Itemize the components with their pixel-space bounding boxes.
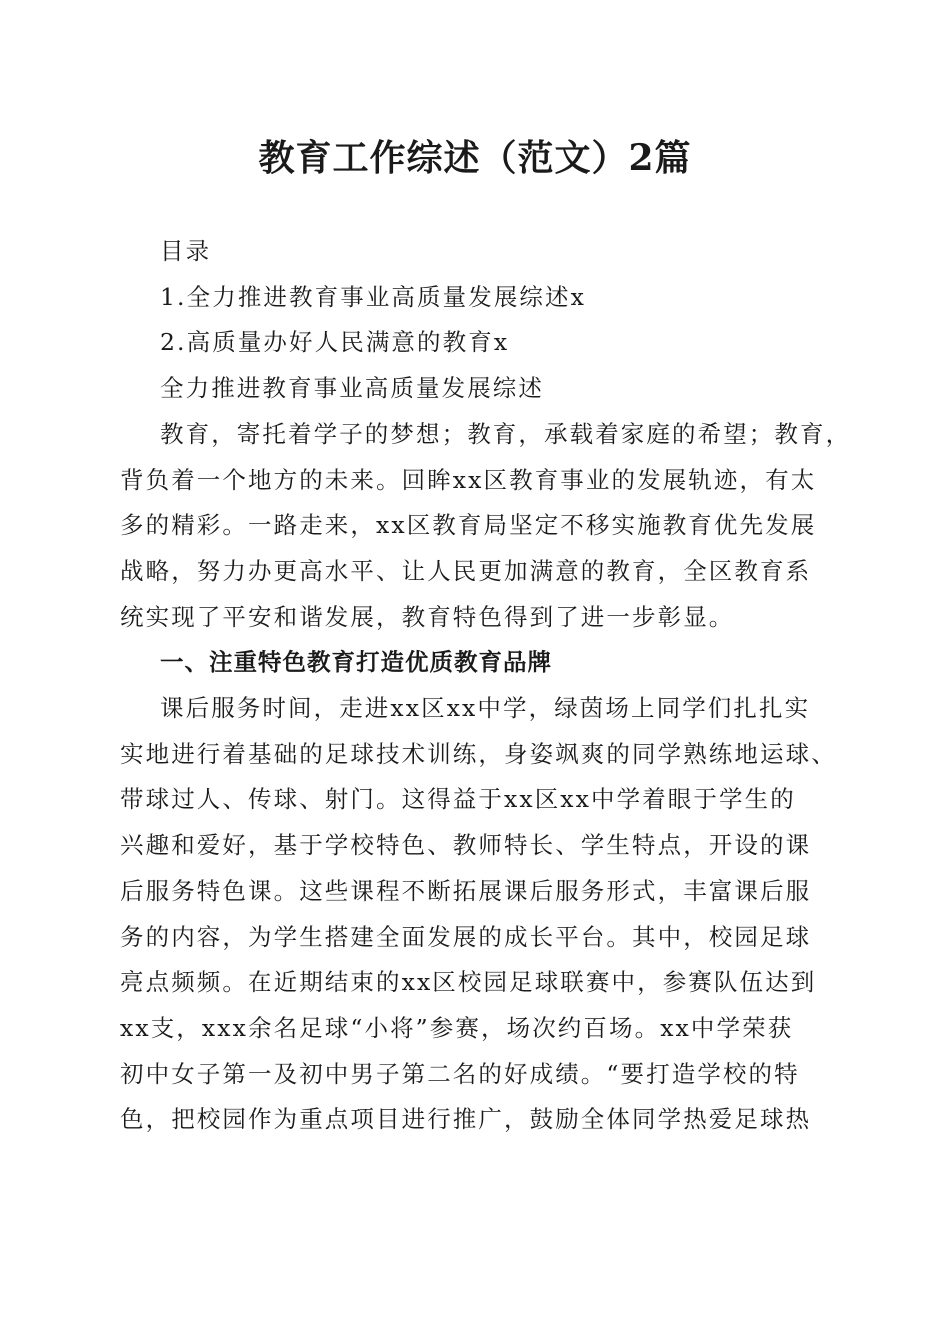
paragraph-line: 色，把校园作为重点项目进行推广，鼓励全体同学热爱足球热 (120, 1105, 812, 1134)
document-body (120, 229, 852, 1143)
paragraph-line: 兴趣和爱好，基于学校特色、教师特长、学生特点，开设的课 (120, 831, 812, 860)
paragraph-2 (120, 686, 837, 1143)
paragraph-line: 背负着一个地方的未来。回眸xx区教育事业的发展轨迹，有太 (120, 465, 817, 494)
article-title: 全力推进教育事业高质量发展综述 (160, 374, 544, 403)
paragraph-line: 初中女子第一及初中男子第二名的好成绩。“要打造学校的特 (120, 1059, 800, 1088)
paragraph-line: 务的内容，为学生搭建全面发展的成长平台。其中，校园足球 (120, 922, 812, 951)
toc-label: 目录 (160, 237, 212, 265)
paragraph-line: 教育，寄托着学子的梦想；教育，承载着家庭的希望；教育， (160, 419, 852, 448)
paragraph-line: 带球过人、传球、射门。这得益于xx区xx中学着眼于学生的 (120, 785, 796, 814)
paragraph-line: 统实现了平安和谐发展，教育特色得到了进一步彰显。 (120, 602, 735, 631)
paragraph-line: 课后服务时间，走进xx区xx中学，绿茵场上同学们扎扎实 (160, 694, 811, 723)
paragraph-line: 多的精彩。一路走来，xx区教育局坚定不移实施教育优先发展 (120, 511, 817, 540)
paragraph-line: 后服务特色课。这些课程不断拓展课后服务形式，丰富课后服 (120, 876, 812, 905)
toc-item[interactable]: 2.高质量办好人民满意的教育x (160, 328, 510, 357)
paragraph-line: 实地进行着基础的足球技术训练，身姿飒爽的同学熟练地运球、 (120, 739, 837, 768)
section-heading: 一、注重特色教育打造优质教育品牌 (160, 648, 552, 677)
paragraph-line: 战略，努力办更高水平、让人民更加满意的教育，全区教育系 (120, 556, 812, 585)
document-title: 教育工作综述（范文）2篇 (258, 137, 692, 179)
toc-item[interactable]: 1.全力推进教育事业高质量发展综述x (160, 282, 586, 311)
paragraph-line: 亮点频频。在近期结束的xx区校园足球联赛中，参赛队伍达到 (120, 968, 817, 997)
paragraph-line: xx支，xxx余名足球“小将”参赛，场次约百场。xx中学荣获 (120, 1013, 794, 1042)
paragraph-1 (120, 412, 852, 641)
